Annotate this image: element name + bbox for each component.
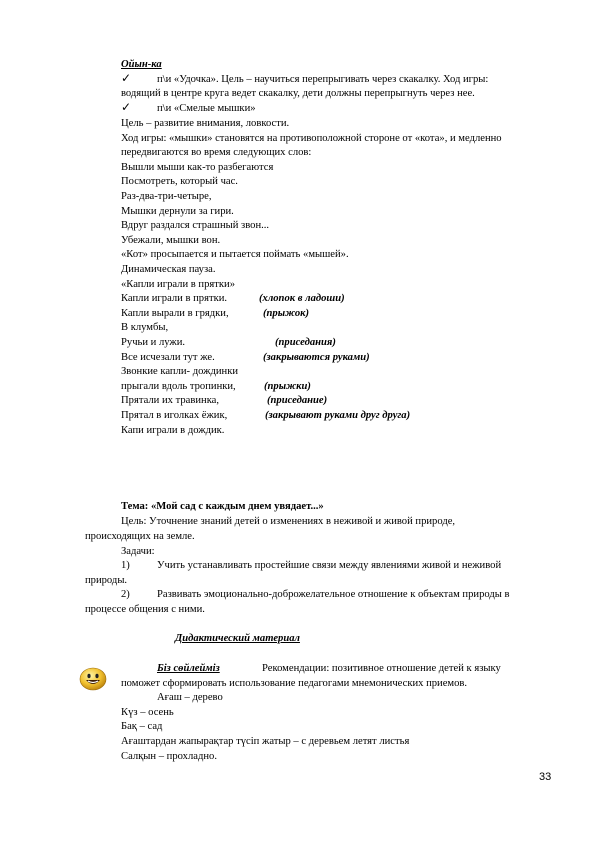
poem-line: Раз-два-три-четыре,	[121, 191, 212, 202]
goal-text: Цель: Уточнение знаний детей о изменениях в неживой и живой природе,	[121, 516, 456, 527]
pause-line: Капли играли в прятки.	[121, 293, 228, 304]
game2-goal: Цель – развитие внимания, ловкости.	[121, 118, 290, 129]
material-heading: Дидактический материал	[175, 633, 300, 644]
checkmark-icon: ✓	[121, 71, 132, 85]
pause-line: Все исчезали тут же.	[121, 352, 215, 363]
goal-text: происходящих на земле.	[85, 531, 195, 542]
theme-title: Тема: «Мой сад с каждым днем увядает...»	[121, 501, 324, 512]
pause-line: Ручьи и лужи.	[121, 337, 186, 348]
game2-desc: Ход игры: «мышки» становятся на противоположной стороне от «кота», и медленно	[121, 133, 502, 144]
poem-line: Мышки дернули за гири.	[121, 206, 234, 217]
poem-line: Убежали, мышки вон.	[121, 235, 221, 246]
pause-note: (прыжки)	[264, 381, 311, 392]
recommendation-text: поможет сформировать использование педагогами мнемонических приемов.	[121, 678, 468, 689]
poem-line: Динамическая пауза.	[121, 264, 216, 275]
pause-note: (закрывают руками друг друга)	[265, 410, 411, 421]
pause-line: прыгали вдоль тропинки,	[121, 381, 236, 392]
pause-note: (приседания)	[275, 337, 336, 348]
vocab-item: Ағаш – дерево	[157, 692, 223, 703]
poem-line: Вышли мыши как-то разбегаются	[121, 162, 274, 173]
game2-desc: передвигаются во время следующих слов:	[121, 147, 312, 158]
task-text: Учить устанавливать простейшие связи между явлениями живой и неживой	[157, 560, 502, 571]
vocab-item: Ағаштардан жапырақтар түсіп жатыр – с деревьем летят листья	[121, 736, 410, 747]
game1-desc: водящий в центре круга ведет скакалку, дети должны перепрыгнуть через нее.	[121, 88, 475, 99]
checkmark-icon: ✓	[121, 100, 132, 114]
biz-label: Біз сөйлейміз	[157, 663, 220, 674]
tasks-label: Задачи:	[121, 546, 155, 557]
poem-line: «Кот» просыпается и пытается поймать «мышей».	[121, 249, 349, 260]
pause-line: Прятали их травинка,	[121, 395, 220, 406]
recommendation-text: Рекомендации: позитивное отношение детей к языку	[262, 663, 501, 674]
pause-line: Прятал в иголках ёжик,	[121, 410, 228, 421]
pause-line: В клумбы,	[121, 322, 169, 333]
vocab-item: Күз – осень	[121, 707, 174, 718]
game1-title: п\и «Удочка». Цель – научиться перепрыгивать через скакалку. Ход игры:	[157, 74, 489, 85]
smiley-face-icon	[79, 667, 107, 691]
page-number: 33	[539, 771, 552, 783]
task-text: процессе общения с ними.	[85, 604, 205, 615]
vocab-item: Салқын – прохладно.	[121, 751, 217, 762]
vocab-item: Бақ – сад	[121, 721, 163, 732]
pause-line: Капли вырали в грядки,	[121, 308, 229, 319]
poem-line: «Капли играли в прятки»	[121, 279, 236, 290]
poem-line: Вдруг раздался страшный звон...	[121, 220, 270, 231]
pause-note: (прыжок)	[263, 308, 310, 319]
task-text: природы.	[85, 575, 128, 586]
task-number: 2)	[121, 589, 130, 600]
section-heading: Ойын-ка	[121, 59, 162, 70]
task-text: Развивать эмоционально-доброжелательное отношение к объектам природы в	[157, 589, 510, 600]
poem-line: Посмотреть, который час.	[121, 176, 238, 187]
pause-note: (хлопок в ладоши)	[259, 293, 345, 304]
pause-note: (закрываются руками)	[263, 352, 370, 363]
task-number: 1)	[121, 560, 130, 571]
game2-title: п\и «Смелые мышки»	[157, 103, 256, 114]
pause-line: Капи играли в дождик.	[121, 425, 225, 436]
pause-line: Звонкие капли- дождинки	[121, 366, 239, 377]
pause-note: (приседание)	[267, 395, 328, 406]
